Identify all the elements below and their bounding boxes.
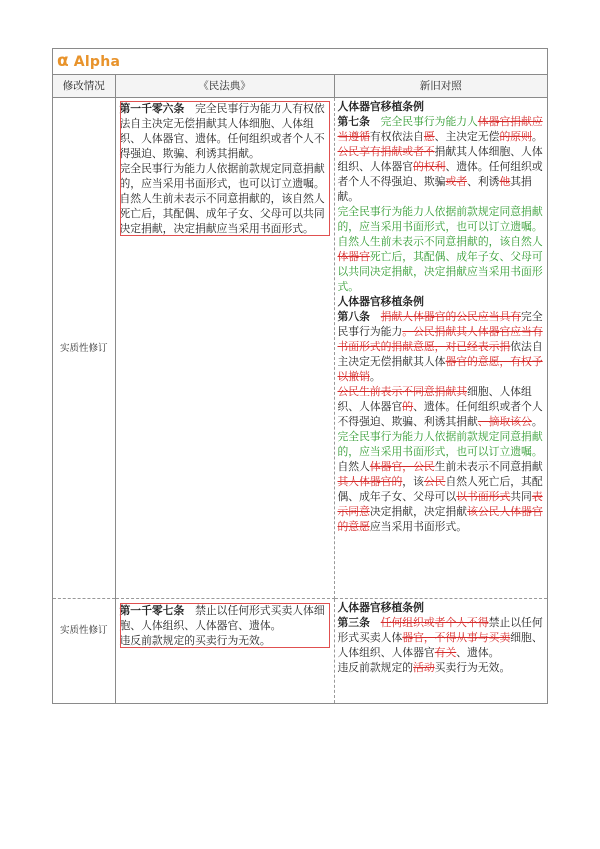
article-number: 第一千零七条	[119, 604, 185, 617]
status-cell: 实质性修订	[53, 599, 115, 704]
paragraph	[338, 384, 545, 429]
added-text: 完全民事行为能力人	[369, 115, 478, 128]
deleted-text: 公民享有捐献或者不	[337, 145, 435, 158]
deleted-text: 以书面形式	[456, 490, 511, 503]
deleted-text: 的权利	[413, 160, 446, 173]
comparison-table	[53, 75, 547, 703]
deleted-text: 、摘取该公	[477, 415, 532, 428]
regulation-title: 人体器官移植条例	[337, 295, 424, 308]
text-span: 其捐献。	[337, 175, 532, 203]
text-span: 捐献其人体细胞、人体组织、人体器官	[337, 145, 543, 173]
paragraph	[120, 191, 330, 236]
deleted-text: 公民	[423, 475, 446, 488]
paragraph	[338, 459, 545, 534]
status-cell: 实质性修订	[53, 98, 115, 599]
text-span: 。	[531, 130, 543, 143]
paragraph	[120, 161, 330, 191]
deleted-text: 有关	[434, 646, 457, 659]
paragraph	[338, 429, 545, 459]
text-span: 自然人生前未表示不同意捐献的，该自然人死亡后，其配偶、成年子女、父母可以共同决定捐献，决定捐献应当采用书面形式。	[119, 192, 325, 235]
deleted-text: 的	[402, 400, 414, 413]
regulation-title: 人体器官移植条例	[337, 100, 424, 113]
text-span: 违反前款规定的	[337, 661, 414, 674]
text-span: 依法自主决定无偿捐献其人体	[337, 340, 543, 368]
text-span: 应当采用书面形式。	[369, 520, 468, 533]
header-comparison: 新旧对照	[334, 75, 547, 98]
header-status: 修改情况	[53, 75, 115, 98]
brand-name: Alpha	[73, 53, 121, 70]
deleted-text: 该公民人体器官的意愿	[337, 505, 543, 533]
text-span: 细胞、人体组织、人体器官	[337, 631, 543, 659]
text-span: 自然人	[337, 460, 370, 473]
comparison-cell	[334, 98, 547, 599]
deleted-text: 。公民捐献其人体器官应当有	[402, 325, 543, 338]
text-span: 、遗体。	[456, 646, 500, 659]
deleted-text: 愿	[423, 130, 435, 143]
deleted-text: 器官的意愿，有权予以撤销	[337, 355, 543, 383]
document-frame	[52, 48, 548, 704]
paragraph	[338, 204, 545, 234]
article-number: 第八条	[337, 310, 370, 323]
paragraph	[338, 309, 545, 384]
paragraph	[120, 603, 330, 633]
added-text: 自然人生前未表示不同意捐献的，该自然人	[337, 235, 543, 248]
added-text: 完全民事行为能力人依据前款规定同意捐献的，应当采用书面形式，也可以订立遗嘱。	[337, 205, 543, 233]
deleted-text: 任何组织或者个人不得	[380, 616, 489, 629]
deleted-text: 体器官	[337, 250, 370, 263]
header-civil-code: 《民法典》	[115, 75, 334, 98]
text-span: 共同	[510, 490, 532, 503]
deleted-text: 的原则	[499, 130, 532, 143]
deleted-text: 公民生前表示不同意捐献其	[337, 385, 468, 398]
deleted-text: 体器官，公民	[369, 460, 435, 473]
paragraph	[338, 615, 545, 660]
deleted-text: 器官，不得从事与买卖	[402, 631, 511, 644]
text-span: 、利诱	[467, 175, 500, 188]
added-text: 死亡后，其配偶、成年子女、父母可以共同决定捐献，决定捐献应当采用书面形式。	[337, 250, 543, 293]
paragraph	[338, 234, 545, 294]
text-span: 完全民事行为能力	[337, 310, 543, 338]
paragraph	[338, 144, 545, 204]
text-span: 、主决定无偿	[434, 130, 500, 143]
comparison-cell	[334, 599, 547, 704]
table-row	[53, 98, 547, 599]
text-span: ，该	[402, 475, 424, 488]
text-span: 生前未表示不同意捐献	[434, 460, 543, 473]
alpha-logo-icon: α	[57, 51, 69, 71]
paragraph	[120, 101, 330, 161]
paragraph	[338, 114, 545, 144]
text-span: 。	[531, 415, 543, 428]
civil-code-text	[120, 603, 330, 648]
text-span: 、遗体。任何组织或者个人不得强迫、欺骗、利诱其捐献	[337, 400, 543, 428]
table-row	[53, 599, 547, 704]
civil-code-cell	[115, 98, 334, 599]
text-span: 完全民事行为能力人依据前款规定同意捐献的，应当采用书面形式，也可以订立遗嘱。	[119, 162, 325, 190]
deleted-text: 书面形式的捐献意愿，对已经表示捐	[337, 340, 511, 353]
text-span: 有权依法自	[369, 130, 424, 143]
paragraph	[120, 633, 330, 648]
deleted-text: 或者	[445, 175, 468, 188]
article-number: 第三条	[337, 616, 370, 629]
text-span: 、遗体。任何组织或者个人不得强迫、欺骗	[337, 160, 543, 188]
brand-header	[53, 49, 547, 75]
text-span: 自然人死亡后，其配偶、成年子女、父母可以	[337, 475, 543, 503]
text-span: 细胞、人体组织、人体器官	[337, 385, 532, 413]
article-number: 第一千零六条	[119, 102, 185, 115]
deleted-text: 表示同意	[337, 490, 543, 518]
text-span: 决定捐献，决定捐献	[369, 505, 468, 518]
deleted-text: 其人体器官的	[337, 475, 403, 488]
civil-code-cell	[115, 599, 334, 704]
added-text: 完全民事行为能力人依据前款规定同意捐献的，应当采用书面形式，也可以订立遗嘱。	[337, 430, 543, 458]
regulation-title: 人体器官移植条例	[337, 601, 424, 614]
text-span: 禁止以任何形式买卖人体细胞、人体组织、人体器官、遗体。	[119, 604, 325, 632]
text-span: 。	[369, 370, 381, 383]
table-header-row	[53, 75, 547, 98]
text-span: 买卖行为无效。	[434, 661, 511, 674]
text-span: 违反前款规定的买卖行为无效。	[119, 634, 271, 647]
text-span: 禁止以任何形式买卖人体	[337, 616, 543, 644]
deleted-text: 捐献人体器官的公民应当具有	[380, 310, 522, 323]
civil-code-text	[120, 101, 330, 236]
text-span: 完全民事行为能力人有权依法自主决定无偿捐献其人体细胞、人体组织、人体器官、遗体。任何组织或者个人不得强迫、欺骗、利诱其捐献。	[119, 102, 325, 160]
deleted-text: 他	[499, 175, 511, 188]
deleted-text: 体器官捐献应当遵循	[337, 115, 543, 143]
article-number: 第七条	[337, 115, 370, 128]
deleted-text: 活动	[413, 661, 435, 674]
text-span	[370, 616, 381, 629]
paragraph	[338, 660, 545, 675]
text-span	[370, 310, 381, 323]
